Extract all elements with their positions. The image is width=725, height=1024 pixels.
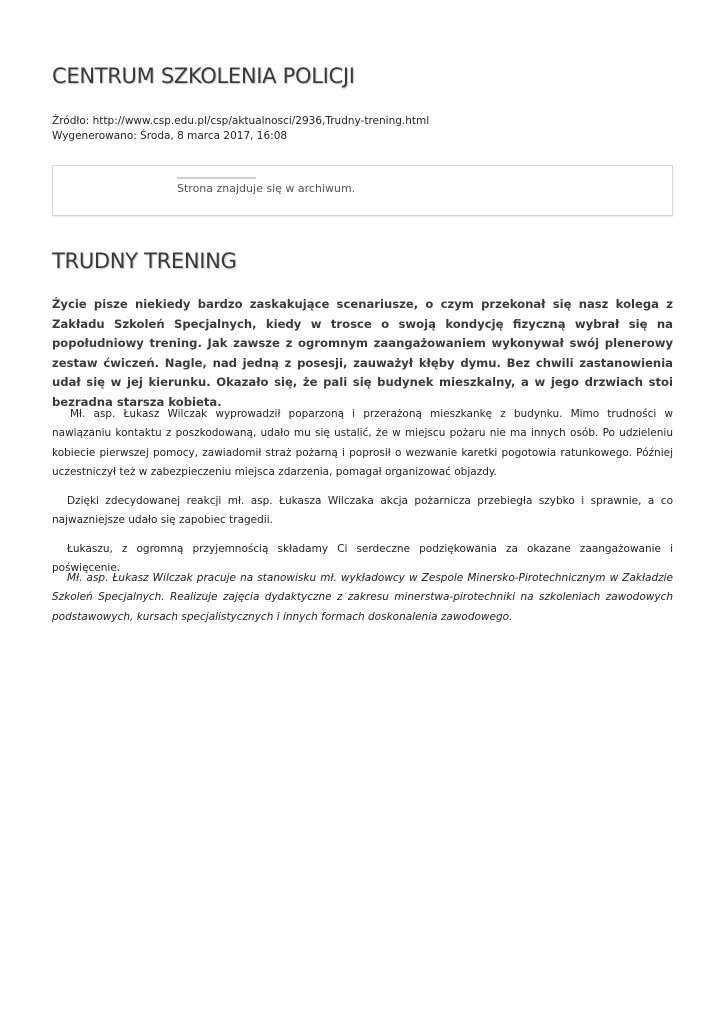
article-paragraph-3: Łukaszu, z ogromną przyjemnością składamy Ci serdeczne podziękowania za okazane zaangażowanie i poświęcenie. — [52, 543, 673, 575]
article-lead: Życie pisze niekiedy bardzo zaskakujące scenariusze, o czym przekonał się nasz kolega z Zakładu Szkoleń Specjalnych, kiedy w trosce o swoją kondycję fizyczną wybrał się na popołudniowy trening. Jak zawsze z ogromnym zaangażowaniem wykonywał swój plenerowy zestaw ćwiczeń. Nagle, nad jedną z posesji, zauważył kłęby dymu. Bez chwili zastanowienia udał się w jej kierunku. Okazało się, że pali się budynek mieszkalny, a w jego drzwiach stoi bezradna starsza kobieta. — [52, 297, 673, 409]
archive-notice-box — [52, 165, 673, 216]
generated-date-line: Wygenerowano: Środa, 8 marca 2017, 16:08 — [52, 130, 288, 142]
archive-notice-rule — [177, 177, 256, 179]
article-paragraph-1: Mł. asp. Łukasz Wilczak wyprowadził poparzoną i przerażoną mieszkankę z budynku. Mimo trudności w nawiązaniu kontaktu z poszkodowaną, udało mu się ustalić, że w miejscu pożaru nie ma innych osób. Po udzieleniu kobiecie pierwszej pomocy, zawiadomił straż pożarną i poprosił o wezwanie karetki pogotowia ratunkowego. Później uczestniczył też w zabezpieczeniu miejsca zdarzenia, pomagał organizować objazdy. — [52, 408, 673, 478]
article-paragraph-author-note: Mł. asp. Łukasz Wilczak pracuje na stanowisku mł. wykładowcy w Zespole Minersko-Pirotechnicznym w Zakładzie Szkoleń Specjalnych. Realizuje zajęcia dydaktyczne z zakresu minerstwa-pirotechniki na szkoleniach zawodowych podstawowych, kursach specjalistycznych i innych formach doskonalenia zawodowego. — [52, 572, 673, 623]
source-url-line: Źródło: http://www.csp.edu.pl/csp/aktualnosci/2936,Trudny-trening.html — [52, 115, 430, 127]
article-paragraph-2: Dzięki zdecydowanej reakcji mł. asp. Łukasza Wilczaka akcja pożarnicza przebiegła szybko i sprawnie, a co najwazniejsze udało się zapobiec tragedii. — [52, 495, 673, 527]
site-title: CENTRUM SZKOLENIA POLICJI — [52, 64, 355, 88]
article-title: TRUDNY TRENING — [52, 249, 237, 273]
document-meta — [52, 114, 429, 144]
archive-notice-text: Strona znajduje się w archiwum. — [177, 182, 356, 195]
